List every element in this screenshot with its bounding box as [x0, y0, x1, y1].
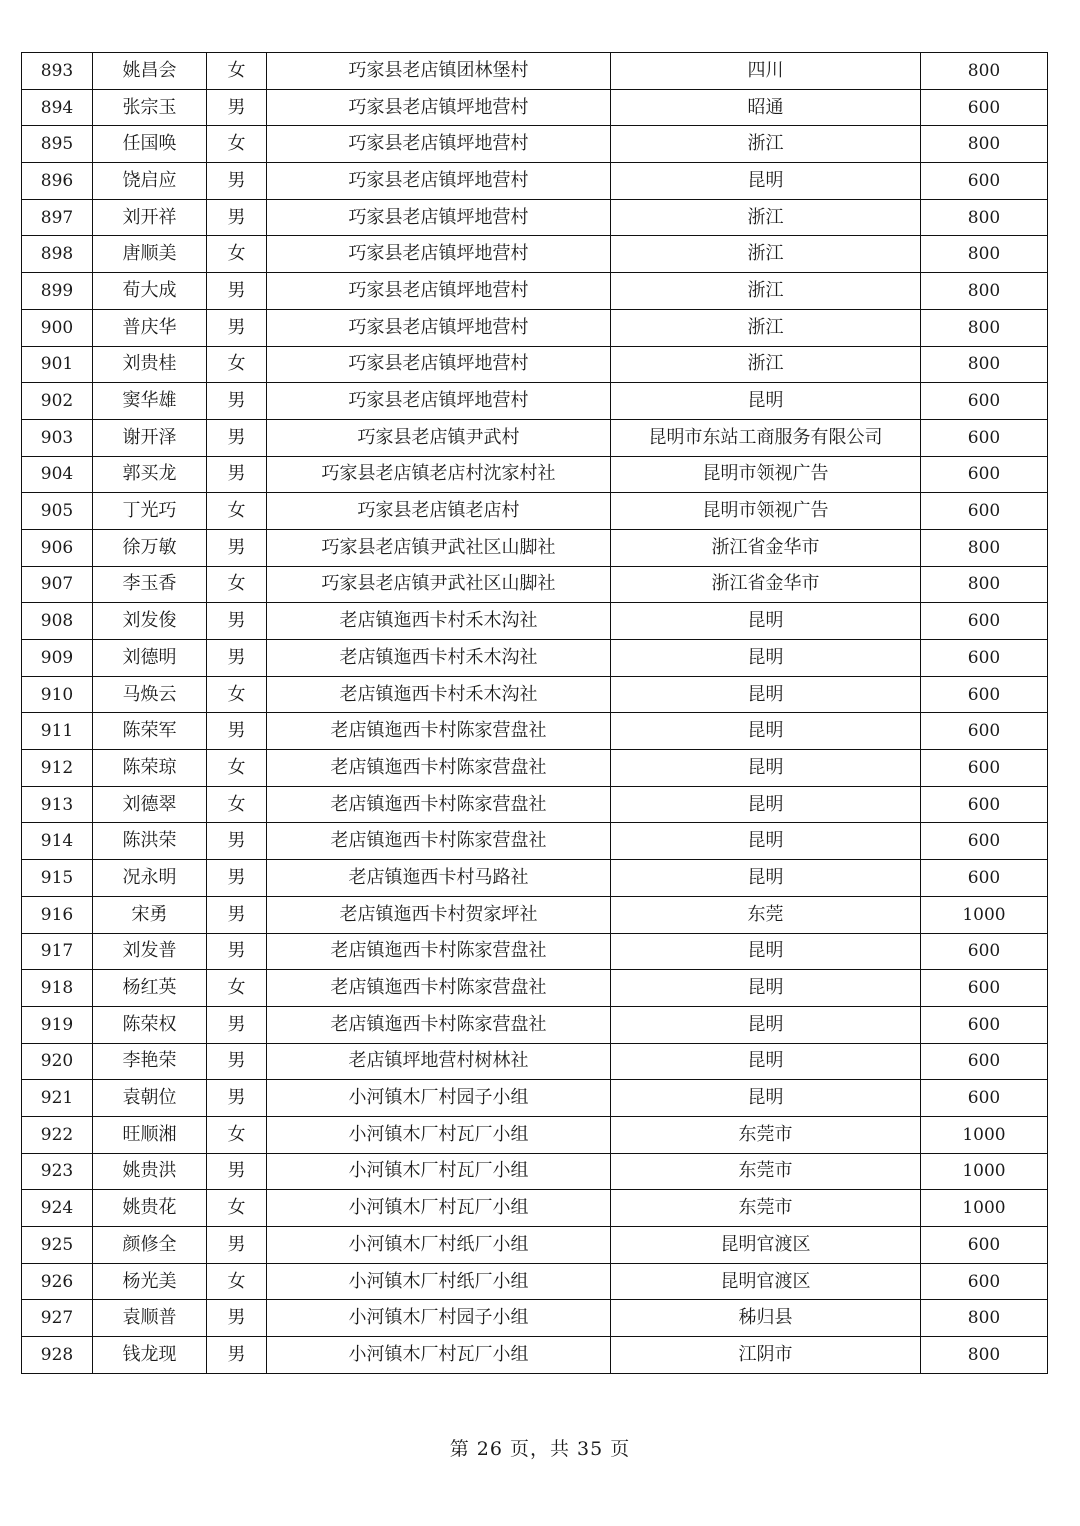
amount-cell: 600	[921, 860, 1048, 897]
workplace-cell: 浙江	[611, 346, 921, 383]
row-number-cell: 905	[22, 493, 93, 530]
amount-cell: 600	[921, 933, 1048, 970]
hometown-cell: 老店镇迤西卡村陈家营盘社	[267, 750, 611, 787]
amount-cell: 1000	[921, 1190, 1048, 1227]
table-row	[22, 163, 1048, 200]
row-number-cell: 923	[22, 1153, 93, 1190]
gender-cell: 男	[207, 933, 267, 970]
row-number-cell: 928	[22, 1337, 93, 1374]
name-cell: 姚贵洪	[93, 1153, 207, 1190]
hometown-cell: 巧家县老店镇坪地营村	[267, 126, 611, 163]
name-cell: 况永明	[93, 860, 207, 897]
amount-cell: 600	[921, 163, 1048, 200]
row-number-cell: 897	[22, 199, 93, 236]
row-number-cell: 918	[22, 970, 93, 1007]
table-row	[22, 1080, 1048, 1117]
amount-cell: 800	[921, 199, 1048, 236]
gender-cell: 男	[207, 383, 267, 420]
name-cell: 陈荣琼	[93, 750, 207, 787]
row-number-cell: 911	[22, 713, 93, 750]
row-number-cell: 894	[22, 89, 93, 126]
name-cell: 徐万敏	[93, 529, 207, 566]
table-row	[22, 309, 1048, 346]
table-row	[22, 273, 1048, 310]
gender-cell: 男	[207, 1043, 267, 1080]
table-row	[22, 603, 1048, 640]
hometown-cell: 小河镇木厂村园子小组	[267, 1300, 611, 1337]
name-cell: 袁顺普	[93, 1300, 207, 1337]
table-row	[22, 126, 1048, 163]
name-cell: 饶启应	[93, 163, 207, 200]
amount-cell: 1000	[921, 1116, 1048, 1153]
workplace-cell: 昆明	[611, 676, 921, 713]
gender-cell: 女	[207, 970, 267, 1007]
workplace-cell: 昆明市领视广告	[611, 493, 921, 530]
name-cell: 陈洪荣	[93, 823, 207, 860]
workplace-cell: 昆明	[611, 860, 921, 897]
amount-cell: 600	[921, 1043, 1048, 1080]
workplace-cell: 东莞市	[611, 1190, 921, 1227]
workplace-cell: 昆明	[611, 713, 921, 750]
name-cell: 杨红英	[93, 970, 207, 1007]
name-cell: 姚贵花	[93, 1190, 207, 1227]
hometown-cell: 巧家县老店镇团林堡村	[267, 53, 611, 90]
workplace-cell: 浙江省金华市	[611, 529, 921, 566]
gender-cell: 男	[207, 89, 267, 126]
name-cell: 姚昌会	[93, 53, 207, 90]
amount-cell: 600	[921, 713, 1048, 750]
amount-cell: 800	[921, 126, 1048, 163]
hometown-cell: 老店镇迤西卡村禾木沟社	[267, 640, 611, 677]
gender-cell: 男	[207, 1080, 267, 1117]
name-cell: 唐顺美	[93, 236, 207, 273]
workplace-cell: 昆明	[611, 383, 921, 420]
table-row	[22, 970, 1048, 1007]
gender-cell: 男	[207, 1227, 267, 1264]
workplace-cell: 昆明	[611, 163, 921, 200]
workplace-cell: 昆明市东站工商服务有限公司	[611, 419, 921, 456]
gender-cell: 男	[207, 309, 267, 346]
hometown-cell: 巧家县老店镇老店村	[267, 493, 611, 530]
name-cell: 刘发俊	[93, 603, 207, 640]
row-number-cell: 914	[22, 823, 93, 860]
name-cell: 颜修全	[93, 1227, 207, 1264]
gender-cell: 男	[207, 273, 267, 310]
name-cell: 马焕云	[93, 676, 207, 713]
table-row	[22, 1043, 1048, 1080]
gender-cell: 女	[207, 346, 267, 383]
row-number-cell: 927	[22, 1300, 93, 1337]
workplace-cell: 东莞	[611, 896, 921, 933]
table-row	[22, 1153, 1048, 1190]
workplace-cell: 浙江省金华市	[611, 566, 921, 603]
workplace-cell: 昆明	[611, 933, 921, 970]
name-cell: 刘德明	[93, 640, 207, 677]
hometown-cell: 老店镇迤西卡村陈家营盘社	[267, 823, 611, 860]
row-number-cell: 909	[22, 640, 93, 677]
name-cell: 张宗玉	[93, 89, 207, 126]
amount-cell: 600	[921, 823, 1048, 860]
name-cell: 旺顺湘	[93, 1116, 207, 1153]
workplace-cell: 东莞市	[611, 1153, 921, 1190]
workplace-cell: 四川	[611, 53, 921, 90]
amount-cell: 600	[921, 640, 1048, 677]
table-row	[22, 53, 1048, 90]
amount-cell: 800	[921, 1300, 1048, 1337]
table-row	[22, 786, 1048, 823]
row-number-cell: 915	[22, 860, 93, 897]
row-number-cell: 922	[22, 1116, 93, 1153]
hometown-cell: 巧家县老店镇坪地营村	[267, 199, 611, 236]
name-cell: 杨光美	[93, 1263, 207, 1300]
table-row	[22, 1263, 1048, 1300]
amount-cell: 600	[921, 786, 1048, 823]
amount-cell: 600	[921, 1080, 1048, 1117]
name-cell: 普庆华	[93, 309, 207, 346]
amount-cell: 800	[921, 309, 1048, 346]
hometown-cell: 小河镇木厂村瓦厂小组	[267, 1116, 611, 1153]
name-cell: 钱龙现	[93, 1337, 207, 1374]
gender-cell: 男	[207, 860, 267, 897]
row-number-cell: 908	[22, 603, 93, 640]
amount-cell: 600	[921, 970, 1048, 1007]
row-number-cell: 907	[22, 566, 93, 603]
gender-cell: 男	[207, 1153, 267, 1190]
workplace-cell: 秭归县	[611, 1300, 921, 1337]
hometown-cell: 老店镇迤西卡村陈家营盘社	[267, 1006, 611, 1043]
row-number-cell: 925	[22, 1227, 93, 1264]
row-number-cell: 910	[22, 676, 93, 713]
hometown-cell: 老店镇迤西卡村陈家营盘社	[267, 713, 611, 750]
name-cell: 陈荣权	[93, 1006, 207, 1043]
gender-cell: 女	[207, 676, 267, 713]
workplace-cell: 昆明	[611, 823, 921, 860]
table-body	[22, 53, 1048, 1374]
name-cell: 刘开祥	[93, 199, 207, 236]
gender-cell: 女	[207, 53, 267, 90]
table-row	[22, 896, 1048, 933]
amount-cell: 800	[921, 529, 1048, 566]
workplace-cell: 浙江	[611, 126, 921, 163]
hometown-cell: 老店镇迤西卡村禾木沟社	[267, 676, 611, 713]
gender-cell: 男	[207, 1300, 267, 1337]
amount-cell: 800	[921, 566, 1048, 603]
table-row	[22, 933, 1048, 970]
gender-cell: 女	[207, 566, 267, 603]
workplace-cell: 昆明	[611, 603, 921, 640]
amount-cell: 600	[921, 1227, 1048, 1264]
hometown-cell: 老店镇迤西卡村陈家营盘社	[267, 933, 611, 970]
gender-cell: 男	[207, 640, 267, 677]
hometown-cell: 小河镇木厂村纸厂小组	[267, 1263, 611, 1300]
gender-cell: 男	[207, 163, 267, 200]
name-cell: 李艳荣	[93, 1043, 207, 1080]
table-row	[22, 640, 1048, 677]
hometown-cell: 巧家县老店镇坪地营村	[267, 309, 611, 346]
workplace-cell: 昆明	[611, 786, 921, 823]
name-cell: 郭买龙	[93, 456, 207, 493]
table-row	[22, 823, 1048, 860]
table-row	[22, 456, 1048, 493]
name-cell: 李玉香	[93, 566, 207, 603]
row-number-cell: 903	[22, 419, 93, 456]
amount-cell: 600	[921, 1263, 1048, 1300]
table-row	[22, 383, 1048, 420]
hometown-cell: 老店镇迤西卡村陈家营盘社	[267, 970, 611, 1007]
gender-cell: 男	[207, 1006, 267, 1043]
workplace-cell: 昆明	[611, 1043, 921, 1080]
name-cell: 刘发普	[93, 933, 207, 970]
name-cell: 刘德翠	[93, 786, 207, 823]
row-number-cell: 904	[22, 456, 93, 493]
amount-cell: 600	[921, 456, 1048, 493]
gender-cell: 女	[207, 1116, 267, 1153]
workplace-cell: 江阴市	[611, 1337, 921, 1374]
table-row	[22, 1300, 1048, 1337]
gender-cell: 女	[207, 126, 267, 163]
workplace-cell: 浙江	[611, 273, 921, 310]
amount-cell: 800	[921, 53, 1048, 90]
amount-cell: 600	[921, 493, 1048, 530]
workplace-cell: 昆明	[611, 1080, 921, 1117]
name-cell: 宋勇	[93, 896, 207, 933]
workplace-cell: 浙江	[611, 236, 921, 273]
hometown-cell: 巧家县老店镇坪地营村	[267, 383, 611, 420]
hometown-cell: 小河镇木厂村纸厂小组	[267, 1227, 611, 1264]
gender-cell: 男	[207, 603, 267, 640]
hometown-cell: 巧家县老店镇坪地营村	[267, 163, 611, 200]
name-cell: 袁朝位	[93, 1080, 207, 1117]
table-row	[22, 750, 1048, 787]
table-row	[22, 1337, 1048, 1374]
amount-cell: 600	[921, 603, 1048, 640]
name-cell: 陈荣军	[93, 713, 207, 750]
amount-cell: 800	[921, 273, 1048, 310]
name-cell: 刘贵桂	[93, 346, 207, 383]
workplace-cell: 昆明官渡区	[611, 1227, 921, 1264]
name-cell: 窦华雄	[93, 383, 207, 420]
row-number-cell: 896	[22, 163, 93, 200]
amount-cell: 800	[921, 1337, 1048, 1374]
amount-cell: 600	[921, 89, 1048, 126]
amount-cell: 600	[921, 383, 1048, 420]
row-number-cell: 898	[22, 236, 93, 273]
row-number-cell: 893	[22, 53, 93, 90]
row-number-cell: 899	[22, 273, 93, 310]
hometown-cell: 巧家县老店镇坪地营村	[267, 236, 611, 273]
table-row	[22, 566, 1048, 603]
workplace-cell: 昭通	[611, 89, 921, 126]
hometown-cell: 巧家县老店镇老店村沈家村社	[267, 456, 611, 493]
hometown-cell: 巧家县老店镇尹武村	[267, 419, 611, 456]
row-number-cell: 921	[22, 1080, 93, 1117]
gender-cell: 男	[207, 823, 267, 860]
hometown-cell: 巧家县老店镇尹武社区山脚社	[267, 529, 611, 566]
hometown-cell: 巧家县老店镇坪地营村	[267, 273, 611, 310]
workplace-cell: 浙江	[611, 199, 921, 236]
amount-cell: 600	[921, 419, 1048, 456]
workplace-cell: 昆明	[611, 640, 921, 677]
workplace-cell: 昆明官渡区	[611, 1263, 921, 1300]
gender-cell: 男	[207, 1337, 267, 1374]
gender-cell: 女	[207, 1190, 267, 1227]
table-row	[22, 676, 1048, 713]
table-row	[22, 419, 1048, 456]
gender-cell: 男	[207, 199, 267, 236]
name-cell: 谢开泽	[93, 419, 207, 456]
workplace-cell: 昆明市领视广告	[611, 456, 921, 493]
gender-cell: 男	[207, 896, 267, 933]
gender-cell: 女	[207, 493, 267, 530]
row-number-cell: 926	[22, 1263, 93, 1300]
gender-cell: 男	[207, 713, 267, 750]
amount-cell: 600	[921, 676, 1048, 713]
row-number-cell: 902	[22, 383, 93, 420]
hometown-cell: 老店镇迤西卡村陈家营盘社	[267, 786, 611, 823]
hometown-cell: 巧家县老店镇坪地营村	[267, 346, 611, 383]
table-row	[22, 1190, 1048, 1227]
row-number-cell: 895	[22, 126, 93, 163]
row-number-cell: 916	[22, 896, 93, 933]
row-number-cell: 900	[22, 309, 93, 346]
workplace-cell: 昆明	[611, 750, 921, 787]
hometown-cell: 老店镇迤西卡村马路社	[267, 860, 611, 897]
gender-cell: 女	[207, 1263, 267, 1300]
hometown-cell: 老店镇迤西卡村禾木沟社	[267, 603, 611, 640]
row-number-cell: 913	[22, 786, 93, 823]
gender-cell: 男	[207, 456, 267, 493]
subsidy-table	[21, 52, 1048, 1374]
page-number: 第 26 页，共 35 页	[449, 1438, 631, 1460]
table-row	[22, 1227, 1048, 1264]
hometown-cell: 小河镇木厂村瓦厂小组	[267, 1190, 611, 1227]
name-cell: 荀大成	[93, 273, 207, 310]
row-number-cell: 919	[22, 1006, 93, 1043]
row-number-cell: 917	[22, 933, 93, 970]
name-cell: 任国唤	[93, 126, 207, 163]
table-row	[22, 493, 1048, 530]
workplace-cell: 东莞市	[611, 1116, 921, 1153]
workplace-cell: 浙江	[611, 309, 921, 346]
table-row	[22, 1006, 1048, 1043]
hometown-cell: 小河镇木厂村瓦厂小组	[267, 1337, 611, 1374]
table-row	[22, 199, 1048, 236]
table-row	[22, 529, 1048, 566]
row-number-cell: 906	[22, 529, 93, 566]
table-row	[22, 89, 1048, 126]
hometown-cell: 巧家县老店镇尹武社区山脚社	[267, 566, 611, 603]
table-row	[22, 860, 1048, 897]
table-row	[22, 236, 1048, 273]
gender-cell: 男	[207, 529, 267, 566]
gender-cell: 女	[207, 236, 267, 273]
amount-cell: 600	[921, 750, 1048, 787]
hometown-cell: 小河镇木厂村瓦厂小组	[267, 1153, 611, 1190]
table-row	[22, 713, 1048, 750]
amount-cell: 1000	[921, 896, 1048, 933]
gender-cell: 男	[207, 419, 267, 456]
table-row	[22, 1116, 1048, 1153]
row-number-cell: 912	[22, 750, 93, 787]
hometown-cell: 小河镇木厂村园子小组	[267, 1080, 611, 1117]
gender-cell: 女	[207, 786, 267, 823]
workplace-cell: 昆明	[611, 1006, 921, 1043]
workplace-cell: 昆明	[611, 970, 921, 1007]
hometown-cell: 老店镇迤西卡村贺家坪社	[267, 896, 611, 933]
name-cell: 丁光巧	[93, 493, 207, 530]
gender-cell: 女	[207, 750, 267, 787]
hometown-cell: 老店镇坪地营村树林社	[267, 1043, 611, 1080]
amount-cell: 800	[921, 236, 1048, 273]
row-number-cell: 924	[22, 1190, 93, 1227]
amount-cell: 600	[921, 1006, 1048, 1043]
amount-cell: 800	[921, 346, 1048, 383]
hometown-cell: 巧家县老店镇坪地营村	[267, 89, 611, 126]
row-number-cell: 901	[22, 346, 93, 383]
table-row	[22, 346, 1048, 383]
row-number-cell: 920	[22, 1043, 93, 1080]
amount-cell: 1000	[921, 1153, 1048, 1190]
